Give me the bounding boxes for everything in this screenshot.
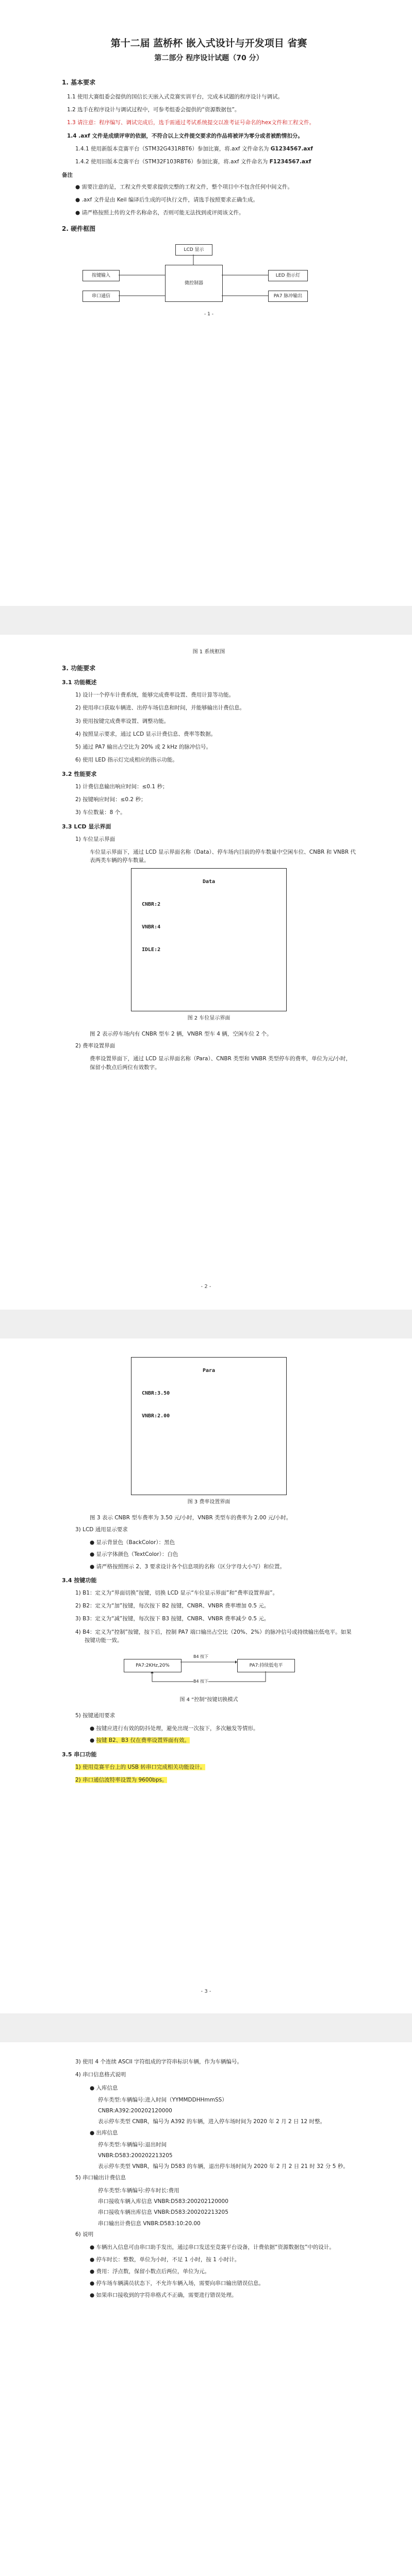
subsection-3-5: 3.5 串口功能 [62, 1751, 97, 1758]
lcd-line [142, 1401, 276, 1412]
feature-item: 3) 使用按键完成费率设置、调整功能。 [75, 718, 170, 724]
figure-3-note: 图 3 表示 CNBR 型车费率为 3.50 元/小时，VNBR 类型车的费率为 2.00 元/小时。 [90, 1514, 292, 1521]
uart-note: ● 停车时长：整数，单位为小时，不足 1 小时，按 1 小时计。 [90, 2256, 240, 2263]
page-number: - 3 - [201, 1989, 211, 1994]
lcd-line: CNBR:3.50 [142, 1391, 170, 1396]
lcd-rules-title: 3) LCD 通用显示要求 [75, 1526, 128, 1533]
figure-2-caption: 图 2 车位显示界面 [187, 1015, 230, 1022]
subsection-3-4: 3.4 按键功能 [62, 1577, 97, 1584]
fee-output-format: 停车类型:车辆编号:停车时长:费用 [98, 2187, 179, 2194]
fee-output-example: 串口接收车辆出库信息 VNBR:D583:200202213205 [98, 2209, 228, 2216]
mode-box-low: PA7:持续低电平 [237, 1659, 295, 1672]
in-info-desc: 表示停车类型 CNBR，编号为 A392 的车辆，进入停车场时间为 2020 年 2 月 2 日 12 时整。 [98, 2119, 326, 2125]
lcd-line: VNBR:4 [142, 924, 161, 930]
figure-4-caption: 图 4 “控制”按键切换模式 [179, 1697, 238, 1703]
feature-item: 6) 使用 LED 指示灯完成相应的指示功能。 [75, 757, 178, 764]
key-item: 3) B3：定义为“减”按键，每次按下 B3 按键，CNBR、VNBR 费率减少 0.5 元。 [75, 1616, 270, 1622]
mode-arrow-label: B4 按下 [193, 1679, 208, 1685]
diagram-connectors [62, 239, 356, 342]
lcd-line [142, 912, 276, 923]
lcd-line: VNBR:2.00 [142, 1413, 170, 1419]
uart-item: 1) 使用竞赛平台上的 USB 转串口完成相关功能设计。 [75, 1764, 206, 1770]
mode-switch-diagram [62, 1650, 356, 1691]
box-mcu: 微控制器 [165, 265, 223, 302]
section-heading-basic: 1. 基本要求 [62, 79, 96, 87]
box-led: LED 指示灯 [268, 270, 308, 281]
out-info-title: ● 出库信息 [90, 2129, 118, 2136]
lcd-para-screen [131, 1357, 287, 1495]
key-item: 4) B4：定义为“控制”按键，按下后，控制 PA7 端口输出占空比（20%、2%）的脉冲信号或持续输出低电平。如果按键功能一致。 [75, 1629, 352, 1643]
figure-1-caption: 图 1 系统框图 [192, 649, 225, 655]
requirement-1-4: 1.4 .axf 文件是成绩评审的依据，不符合以上文件提交要求的作品将被评为零分或者被酌情扣分。 [67, 132, 303, 139]
page-number: - 2 - [201, 1284, 211, 1290]
lcd-line: Data [202, 879, 216, 885]
key-notes-title: 5) 按键通用要求 [75, 1712, 116, 1719]
diagram-page-mark: - 1 - [204, 311, 213, 317]
notes-title: 备注 [62, 172, 73, 179]
lcd-rule: ● 请严格按照图示 2、3 要求设计各个信息项的名称（区分字母大小写）和位置。 [90, 1563, 286, 1570]
requirement-1-2: 1.2 选手在程序设计与调试过程中，可参考组委会提供的“资源数据包”。 [67, 106, 240, 113]
lcd-rule: ● 显示背景色（BackColor）：黑色 [90, 1539, 175, 1546]
fee-output-title: 5) 串口输出计费信息 [75, 2174, 126, 2181]
lcd-rule: ● 显示字体颜色（TextColor）：白色 [90, 1551, 178, 1558]
in-info-format: 停车类型:车辆编号:进入时间（YYMMDDHHmmSS） [98, 2096, 227, 2103]
page-4 [0, 2042, 412, 2576]
subsection-3-3: 3.3 LCD 显示界面 [62, 823, 111, 830]
mode-box-pwm: PA7:2KHz,20% [124, 1659, 182, 1672]
uart-note: ● 车辆出入信息可由串口助手发出，通过串口发送至竞赛平台设备，计费依据“资源数据包”中的设计。 [90, 2244, 335, 2251]
requirement-1-4-1: 1.4.1 使用新版本竞赛平台（STM32G431RBT6）参加比赛，将.axf 文件命名为 G1234567.axf [75, 145, 313, 152]
rate-screen-description: 费率设置界面下，通过 LCD 显示界面名称（Para）、CNBR 类型和 VNBR 类型停车的费率，单位为元/小时，保留小数点后两位有效数字。 [90, 1056, 352, 1071]
requirement-1-1: 1.1 使用大赛组委会提供的国信长天嵌入式竞赛实训平台，完成本试题的程序设计与调试。 [67, 93, 284, 100]
document-subtitle: 第二部分 程序设计试题（70 分） [154, 54, 263, 63]
uart-note: ● 费用：浮点数，保留小数点后两位，单位为元。 [90, 2268, 210, 2275]
mode-arrow-label: B4 按下 [193, 1654, 209, 1659]
box-pa7: PA7 脉冲输出 [268, 291, 308, 302]
uart-note: ● 停车场车辆满员状态下，不允许车辆入场，需要向串口输出错误信息。 [90, 2280, 264, 2287]
document-title: 第十二届 蓝桥杯 嵌入式设计与开发项目 省赛 [110, 38, 307, 49]
performance-item: 3) 车位数量：8 个。 [75, 809, 126, 816]
in-info-title: ● 入库信息 [90, 2084, 118, 2091]
lcd-screen-title: 1) 车位显示界面 [75, 836, 116, 842]
page-separator [0, 2013, 412, 2042]
figure-2-note: 图 2 表示停车场内有 CNBR 型车 2 辆，VNBR 型车 4 辆，空闲车位 2 个。 [90, 1030, 272, 1037]
hardware-block-diagram [62, 239, 356, 342]
box-lcd: LCD 显示 [175, 244, 212, 256]
lcd-line [142, 1378, 276, 1389]
lcd-line [142, 935, 276, 946]
uart-notes-title: 6) 说明 [75, 2231, 94, 2238]
out-info-desc: 表示停车类型 VNBR，编号为 D583 的车辆，退出停车场时间为 2020 年 2 月 2 日 21 时 32 分 5 秒。 [98, 2163, 349, 2170]
feature-item: 2) 使用串口获取车辆进、出停车场信息和时间，并能够输出计费信息。 [75, 705, 245, 711]
lcd-data-screen [131, 868, 287, 1011]
performance-item: 1) 计费信息输出响应时间：≤0.1 秒； [75, 783, 168, 790]
uart-id-rule: 3) 使用 4 个连续 ASCII 字符组成的字符串标识车辆，作为车辆编号。 [75, 2059, 243, 2065]
key-note: ● 按键 B2、B3 仅在费率设置界面有效。 [90, 1737, 190, 1744]
rate-screen-title: 2) 费率设置界面 [75, 1043, 116, 1049]
page-separator [0, 1310, 412, 1338]
fee-output-example: 串口接收车辆入库信息 VNBR:D583:200202120000 [98, 2198, 228, 2205]
uart-format-title: 4) 串口信息格式说明 [75, 2072, 126, 2078]
subsection-3-1: 3.1 功能概述 [62, 679, 97, 686]
key-note: ● 按键应进行有效的防抖处理，避免出现一次按下，多次触发等情形。 [90, 1725, 259, 1732]
box-uart: 串口通信 [83, 291, 120, 302]
performance-item: 2) 按键响应时间：≤0.2 秒； [75, 796, 146, 803]
lcd-line: CNBR:2 [142, 902, 161, 908]
key-item: 2) B2：定义为“加”按键，每次按下 B2 按键，CNBR、VNBR 费率增加 0.5 元。 [75, 1603, 270, 1609]
lcd-line: Para [202, 1368, 216, 1374]
feature-item: 1) 设计一个停车计费系统，能够完成费率设置、费用计算等功能。 [75, 692, 235, 699]
mode-arrows [62, 1650, 356, 1691]
lcd-line: IDLE:2 [142, 947, 161, 953]
requirement-1-3: 1.3 请注意：程序编写、调试完成后，选手需通过考试系统提交以准考证号命名的hex文件和工程文件。 [67, 120, 315, 126]
requirement-1-4-2: 1.4.2 使用旧版本竞赛平台（STM32F103RBT6）参加比赛，将.axf 文件命名为 F1234567.axf [75, 159, 311, 165]
out-info-format: 停车类型:车辆编号:退出时间 [98, 2141, 167, 2148]
subsection-3-2: 3.2 性能要求 [62, 770, 97, 777]
page-3 [0, 1338, 412, 2013]
section-heading-function: 3. 功能要求 [62, 664, 96, 672]
box-keys: 按键输入 [83, 270, 120, 281]
note-item: ● 需要注意的是，工程文件夹要求提供完整的工程文件，整个项目中不包含任何中间文件。 [75, 183, 293, 190]
lcd-line [142, 889, 276, 901]
feature-item: 5) 通过 PA7 输出占空比为 20% 或 2 kHz 的脉冲信号。 [75, 744, 212, 751]
uart-item: 2) 串口通信波特率设置为 9600bps。 [75, 1776, 168, 1783]
page-2 [0, 635, 412, 1310]
lcd-screen-description: 车位显示界面下，通过 LCD 显示界面名称（Data）、停车场内目前的停车数量中空闲车位、CNBR 和 VNBR 代表两类车辆的停车数量。 [90, 849, 356, 864]
page-separator [0, 606, 412, 635]
out-info-example: VNBR:D583:200202213205 [98, 2153, 173, 2159]
feature-item: 4) 按照显示要求，通过 LCD 显示计费信息、费率等数据。 [75, 731, 217, 737]
key-item: 1) B1：定义为“界面切换”按键，切换 LCD 显示“车位显示界面”和“费率设置界面”。 [75, 1589, 278, 1596]
uart-note: ● 如果串口接收到的字符串格式不正确，需要进行错误处理。 [90, 2292, 237, 2299]
section-heading-hardware: 2. 硬件框图 [62, 225, 96, 233]
in-info-example: CNBR:A392:200202120000 [98, 2108, 172, 2114]
figure-3-caption: 图 3 费率设置界面 [187, 1499, 230, 1505]
note-item: ● .axf 文件是由 Keil 编译后生成的可执行文件，请选手按照要求正确生成。 [75, 196, 258, 203]
page-1 [0, 0, 412, 606]
fee-output-example: 串口输出计费信息 VNBR:D583:10:20.00 [98, 2220, 201, 2227]
note-item: ● 请严格按照上传的文件名称命名，否则可能无法找到或评阅该文件。 [75, 210, 244, 216]
